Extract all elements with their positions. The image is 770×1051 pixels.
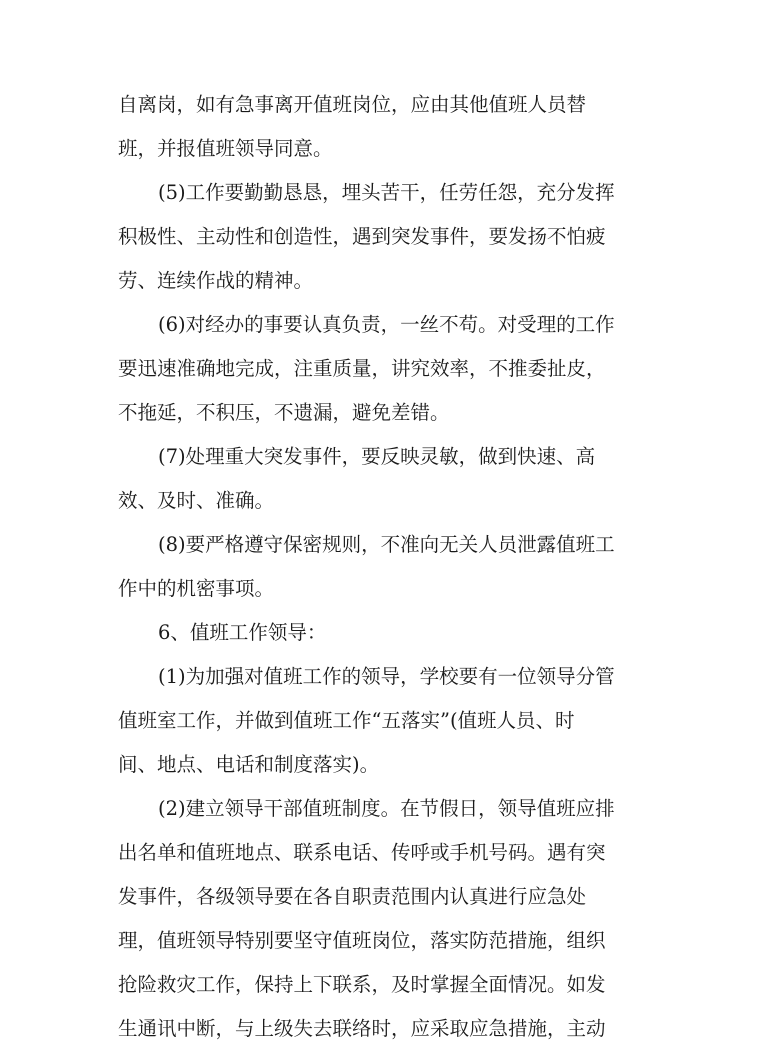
text-line: 生通讯中断，与上级失去联络时，应采取应急措施，主动: [118, 1017, 606, 1040]
text-line: (1)为加强对值班工作的领导，学校要有一位领导分管: [158, 665, 615, 688]
text-line: 积极性、主动性和创造性，遇到突发事件，要发扬不怕疲: [118, 225, 606, 248]
text-line: 值班室工作，并做到值班工作“五落实”(值班人员、时: [118, 709, 575, 732]
text-line: 出名单和值班地点、联系电话、传呼或手机号码。遇有突: [118, 841, 606, 864]
text-line: 不拖延，不积压，不遗漏，避免差错。: [118, 401, 450, 424]
text-line: (8)要严格遵守保密规则，不准向无关人员泄露值班工: [158, 533, 615, 556]
text-line: 劳、连续作战的精神。: [118, 269, 314, 292]
text-line: 理，值班领导特别要坚守值班岗位，落实防范措施，组织: [118, 929, 606, 952]
text-line: 作中的机密事项。: [118, 577, 275, 600]
text-line: 发事件，各级领导要在各自职责范围内认真进行应急处: [118, 885, 587, 908]
text-line: (6)对经办的事要认真负责，一丝不苟。对受理的工作: [158, 313, 615, 336]
text-line: (7)处理重大突发事件，要反映灵敏，做到快速、高: [158, 445, 596, 468]
text-line: (5)工作要勤勤恳恳，埋头苦干，任劳任怨，充分发挥: [158, 181, 615, 204]
text-line: 抢险救灾工作，保持上下联系，及时掌握全面情况。如发: [118, 973, 606, 996]
text-line: 班，并报值班领导同意。: [118, 137, 333, 160]
text-line: 间、地点、电话和制度落实)。: [118, 753, 380, 776]
text-line: 自离岗，如有急事离开值班岗位，应由其他值班人员替: [118, 93, 587, 116]
text-line: 效、及时、准确。: [118, 489, 275, 512]
text-line: (2)建立领导干部值班制度。在节假日，领导值班应排: [158, 797, 615, 820]
document-body: [118, 83, 658, 1051]
text-line: 要迅速准确地完成，注重质量，讲究效率，不推委扯皮，: [118, 357, 606, 380]
section-heading: 6、值班工作领导：: [158, 621, 327, 644]
